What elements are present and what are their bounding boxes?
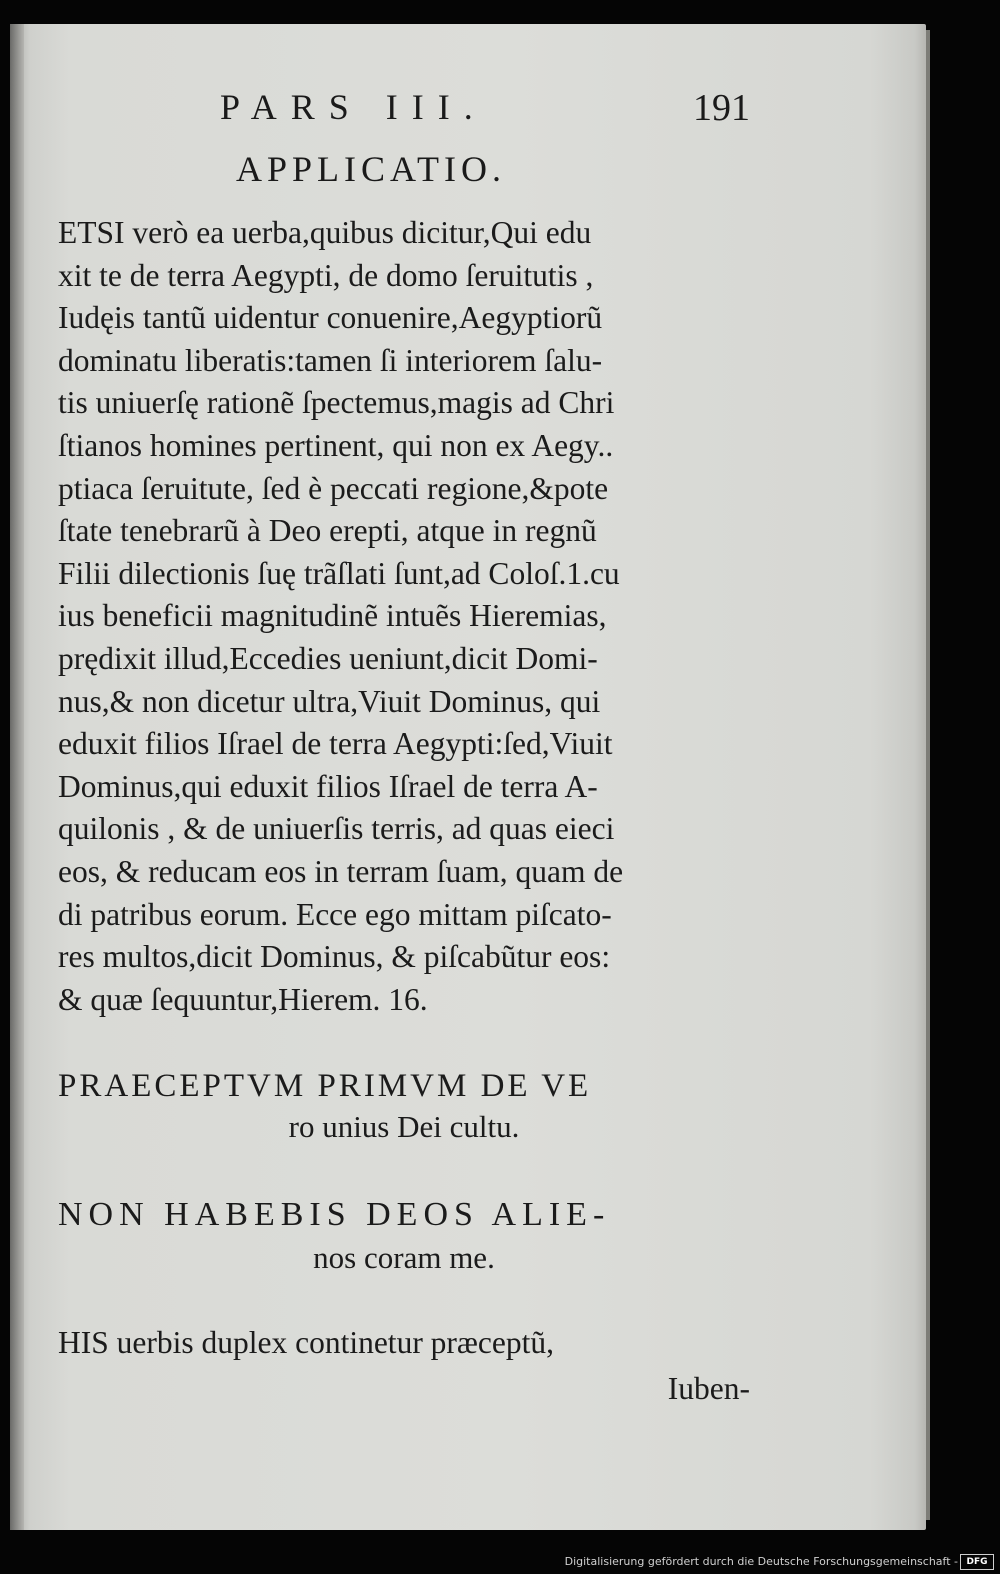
text-line: nus,& non dicetur ultra,Viuit Dominus, qui xyxy=(58,683,601,719)
text-line: & quæ ſequuntur,Hierem. 16. xyxy=(58,981,428,1017)
page-gutter xyxy=(10,24,24,1530)
commandment-line2: nos coram me. xyxy=(313,1240,495,1275)
text-line: di patribus eorum. Ecce ego mittam piſcato- xyxy=(58,896,612,932)
text-line: Dominus,qui eduxit filios Iſrael de terra A- xyxy=(58,768,598,804)
commandment-line1: NON HABEBIS DEOS ALIE- xyxy=(58,1196,611,1233)
commandment-heading xyxy=(58,1196,750,1276)
text-line: eos, & reducam eos in terram ſuam, quam de xyxy=(58,853,624,889)
text-line: quilonis , & de uniuerſis terris, ad quas eieci xyxy=(58,811,615,847)
precept-heading-line1: PRAECEPTVM PRIMVM DE VE xyxy=(58,1068,592,1104)
text-line: ETSI verò ea uerba,quibus dicitur,Qui edu xyxy=(58,215,592,250)
final-paragraph xyxy=(58,1320,750,1412)
text-line: prędixit illud,Eccedies ueniunt,dicit Domi- xyxy=(58,640,598,676)
text-line: dominatu liberatis:tamen ſi interiorem ſalu- xyxy=(58,342,603,378)
text-line: tis uniuerſę rationẽ ſpectemus,magis ad Chri xyxy=(58,385,615,421)
text-line: Iudęis tantũ uidentur conuenire,Aegyptiorũ xyxy=(58,300,603,336)
text-line: xit te de terra Aegypti, de domo ſeruitutis , xyxy=(58,257,594,293)
running-head: PARS III. xyxy=(220,87,487,127)
text-line: res multos,dicit Dominus, & piſcabũtur eos: xyxy=(58,939,611,975)
text-line: HIS uerbis duplex continetur præceptũ, xyxy=(58,1325,555,1360)
page-number: 191 xyxy=(693,87,750,129)
section-title: APPLICATIO. xyxy=(236,149,507,189)
catchword: Iuben- xyxy=(667,1371,750,1406)
dfg-logo: DFG xyxy=(960,1554,994,1570)
digitization-footer xyxy=(0,1550,1000,1574)
precept-heading xyxy=(58,1068,750,1145)
text-line: ſtianos homines pertinent, qui non ex Aegy.. xyxy=(58,427,614,463)
footer-credit: Digitalisierung gefördert durch die Deutsche Forschungsgemeinschaft - xyxy=(564,1555,958,1568)
text-line: Filii dilectionis ſuę trãſlati ſunt,ad Coloſ.1.cu xyxy=(58,555,620,591)
text-line: eduxit filios Iſrael de terra Aegypti:ſed,Viuit xyxy=(58,726,613,762)
text-line: ptiaca ſeruitute, ſed è peccati regione,&pote xyxy=(58,470,609,506)
text-line: ſtate tenebrarũ à Deo erepti, atque in regnũ xyxy=(58,513,597,549)
page-header xyxy=(60,86,750,136)
page-edge xyxy=(926,30,930,1520)
text-line: ius beneficii magnitudinẽ intuẽs Hieremias, xyxy=(58,598,607,634)
precept-heading-line2: ro unius Dei cultu. xyxy=(288,1109,520,1144)
body-paragraph xyxy=(58,212,750,1021)
